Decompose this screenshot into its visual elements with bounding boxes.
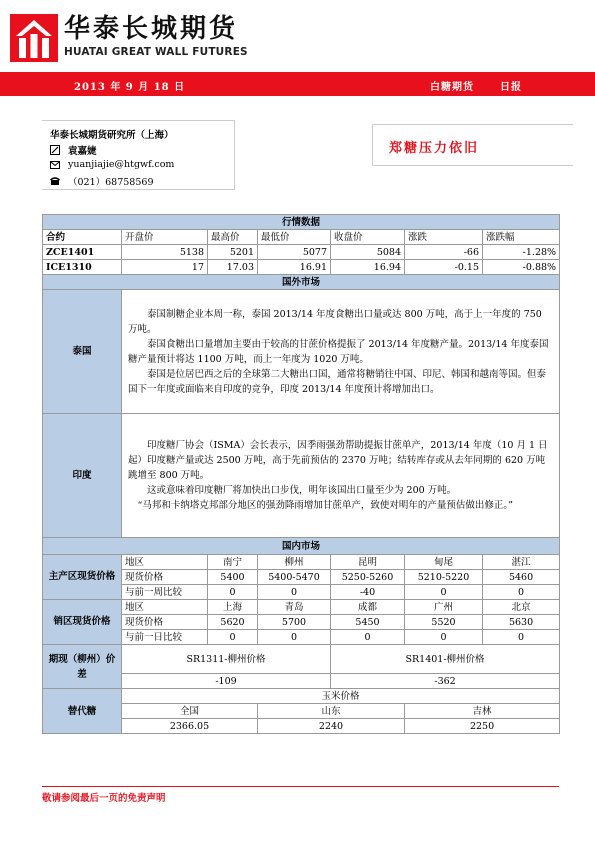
author-email[interactable]: yuanjiajie@htgwf.com xyxy=(68,159,175,170)
change-cell: 0 xyxy=(405,585,483,600)
brand-name-cn: 华泰长城期货 xyxy=(64,14,239,44)
region-cell: 吉林 xyxy=(405,704,560,719)
news-paragraph: 印度糖厂协会（ISMA）会长表示，因季雨强劲帮助提振甘蔗单产，2013/14 年度（10 月 1 日起）印度糖产量或达 2500 万吨，高于先前预估的 2370 万吨；结转库存或从去年同期的 620 万吨跳增至 800 万吨。 xyxy=(128,440,548,481)
india-label: 印度 xyxy=(43,414,122,538)
region-cell: 昆明 xyxy=(331,555,405,570)
change-cell: -66 xyxy=(405,245,483,260)
sales-label: 销区现货价格 xyxy=(43,600,122,645)
price-cell: 5620 xyxy=(208,615,258,630)
institute-name: 华泰长城期货研究所（上海） xyxy=(50,130,174,141)
row-label: 地区 xyxy=(122,600,208,615)
table-row xyxy=(43,260,560,275)
news-paragraph: 泰国制糖企业本周一称，泰国 2013/14 年度食糖出口量或达 800 万吨，高于上一年度的 750 万吨。 xyxy=(128,308,542,335)
disclaimer-link[interactable]: 敬请参阅最后一页的免责声明 xyxy=(42,793,166,804)
domestic-section-title: 国内市场 xyxy=(43,538,560,555)
footer-divider xyxy=(42,786,559,787)
basis-header-1: SR1311-柳州价格 xyxy=(122,645,331,674)
col-header: 开盘价 xyxy=(122,230,208,245)
basis-value-2: -362 xyxy=(331,674,560,689)
region-cell: 成都 xyxy=(331,600,405,615)
table-row xyxy=(43,689,560,704)
price-cell: 5400 xyxy=(208,570,258,585)
price-cell: 5630 xyxy=(483,615,560,630)
col-header: 涨跌幅 xyxy=(483,230,560,245)
change-cell: -0.15 xyxy=(405,260,483,275)
table-row xyxy=(43,245,560,260)
report-date: 2013 年 9 月 18 日 xyxy=(74,82,186,93)
basis-header-2: SR1401-柳州价格 xyxy=(331,645,560,674)
region-cell: 北京 xyxy=(483,600,560,615)
change-pct-cell: -1.28% xyxy=(483,245,560,260)
change-pct-cell: -0.88% xyxy=(483,260,560,275)
header-bar xyxy=(0,72,595,96)
price-cell: 5450 xyxy=(331,615,405,630)
news-paragraph: 这或意味着印度糖厂将加快出口步伐，明年该国出口量至少为 200 万吨。 xyxy=(147,485,457,496)
change-cell: -40 xyxy=(331,585,405,600)
col-header: 最高价 xyxy=(208,230,258,245)
news-paragraph: 泰国是位居巴西之后的全球第二大糖出口国，通常将糖销往中国、印尼、韩国和越南等国。但泰国下一年度或面临来自印度的竞争，印度 2013/14 年度预计将增加出口。 xyxy=(128,368,547,395)
region-cell: 全国 xyxy=(122,704,258,719)
region-cell: 上海 xyxy=(208,600,258,615)
open-cell: 5138 xyxy=(122,245,208,260)
corn-price-title: 玉米价格 xyxy=(122,689,560,704)
change-cell: 0 xyxy=(405,630,483,645)
col-header: 合约 xyxy=(43,230,122,245)
close-cell: 16.94 xyxy=(331,260,405,275)
contract-cell: ZCE1401 xyxy=(43,245,122,260)
col-header: 最低价 xyxy=(258,230,331,245)
brand-name-en: HUATAI GREAT WALL FUTURES xyxy=(64,46,248,58)
author-phone-row xyxy=(50,174,154,188)
table-row xyxy=(43,645,560,674)
row-label: 地区 xyxy=(122,555,208,570)
report-type: 白糖期货 xyxy=(430,82,474,93)
price-cell: 5210-5220 xyxy=(405,570,483,585)
change-cell: 0 xyxy=(331,630,405,645)
row-label: 与前一日比较 xyxy=(122,630,208,645)
region-cell: 柳州 xyxy=(258,555,331,570)
table-row xyxy=(43,600,560,615)
high-cell: 5201 xyxy=(208,245,258,260)
region-cell: 青岛 xyxy=(258,600,331,615)
price-cell: 2366.05 xyxy=(122,719,258,734)
high-cell: 17.03 xyxy=(208,260,258,275)
thailand-news xyxy=(122,290,560,414)
india-news xyxy=(122,414,560,538)
data-table xyxy=(42,214,560,734)
close-cell: 5084 xyxy=(331,245,405,260)
author-box xyxy=(42,120,235,190)
market-section-title: 行情数据 xyxy=(43,215,560,230)
email-icon xyxy=(50,160,60,170)
pen-icon xyxy=(50,145,60,155)
price-cell: 2240 xyxy=(258,719,405,734)
change-cell: 0 xyxy=(208,585,258,600)
change-cell: 0 xyxy=(258,585,331,600)
region-cell: 广州 xyxy=(405,600,483,615)
contract-cell: ICE1310 xyxy=(43,260,122,275)
market-header-row xyxy=(43,230,560,245)
basis-label: 期现（柳州）价差 xyxy=(43,645,122,689)
region-cell: 甸尾 xyxy=(405,555,483,570)
author-name-row xyxy=(50,143,97,157)
change-cell: 0 xyxy=(483,630,560,645)
change-cell: 0 xyxy=(483,585,560,600)
col-header: 收盘价 xyxy=(331,230,405,245)
company-logo-icon xyxy=(10,14,58,62)
price-cell: 5400-5470 xyxy=(258,570,331,585)
change-cell: 0 xyxy=(208,630,258,645)
news-paragraph: 泰国食糖出口量增加主要由于较高的甘蔗价格提振了 2013/14 年度糖产量。2013/14 年度泰国糖产量预计将达 1100 万吨，而上一年度为 1020 万吨。 xyxy=(128,338,549,365)
price-cell: 5520 xyxy=(405,615,483,630)
open-cell: 17 xyxy=(122,260,208,275)
substitute-label: 替代糖 xyxy=(43,689,122,734)
report-kind: 日报 xyxy=(500,82,522,93)
row-label: 现货价格 xyxy=(122,570,208,585)
headline-box xyxy=(372,124,573,166)
price-cell: 5460 xyxy=(483,570,560,585)
region-cell: 山东 xyxy=(258,704,405,719)
region-cell: 南宁 xyxy=(208,555,258,570)
price-cell: 5700 xyxy=(258,615,331,630)
news-paragraph: “马邦和卡纳塔克邦部分地区的强劲降雨增加甘蔗单产，致使对明年的产量预估做出修正。” xyxy=(137,500,513,511)
row-label: 与前一周比较 xyxy=(122,585,208,600)
author-phone: （021）68758569 xyxy=(68,177,154,188)
price-cell: 5250-5260 xyxy=(331,570,405,585)
phone-icon xyxy=(50,176,60,186)
basis-value-1: -109 xyxy=(122,674,331,689)
author-name: 袁嘉婕 xyxy=(68,146,97,157)
row-label: 现货价格 xyxy=(122,615,208,630)
foreign-section-title: 国外市场 xyxy=(43,275,560,290)
producing-label: 主产区现货价格 xyxy=(43,555,122,600)
thailand-label: 泰国 xyxy=(43,290,122,414)
change-cell: 0 xyxy=(258,630,331,645)
table-row xyxy=(43,555,560,570)
author-email-row xyxy=(50,159,174,170)
col-header: 涨跌 xyxy=(405,230,483,245)
price-cell: 2250 xyxy=(405,719,560,734)
low-cell: 16.91 xyxy=(258,260,331,275)
region-cell: 湛江 xyxy=(483,555,560,570)
headline-title: 郑糖压力依旧 xyxy=(389,141,480,156)
low-cell: 5077 xyxy=(258,245,331,260)
